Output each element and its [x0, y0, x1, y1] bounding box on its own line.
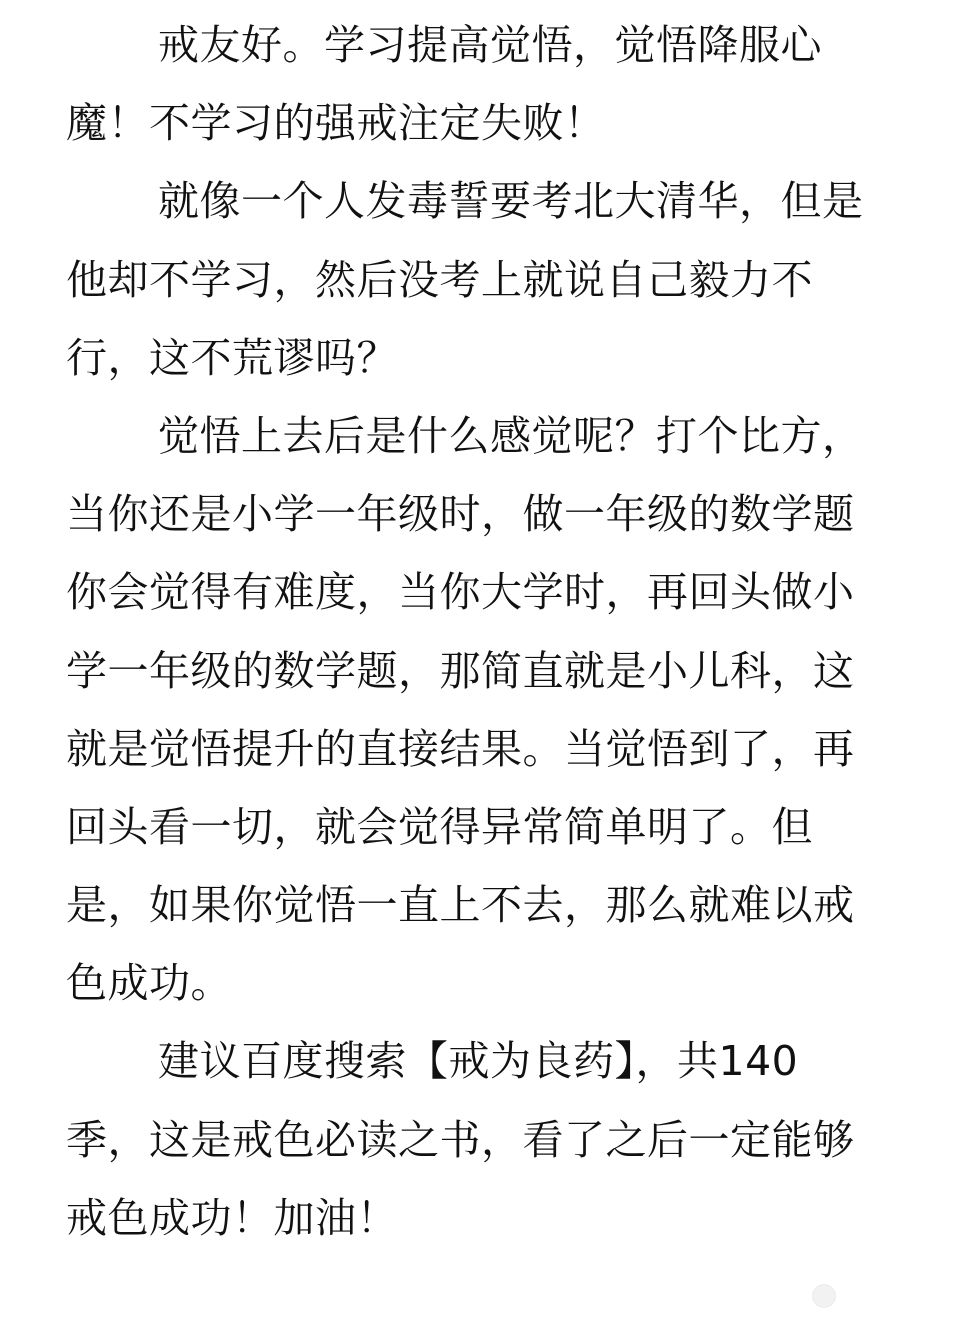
- paragraph-3-line-3: 你会觉得有难度，当你大学时，再回头做小: [66, 568, 855, 617]
- watermark-icon: [812, 1284, 836, 1308]
- paragraph-2-line-2: 他却不学习，然后没考上就说自己毅力不: [66, 255, 813, 304]
- paragraph-1-line-1: 戒友好。学习提高觉悟，觉悟降服心: [158, 21, 822, 69]
- paragraph-2-line-1: 就像一个人发毒誓要考北大清华，但是: [158, 177, 864, 226]
- paragraph-3-line-6: 回头看一切，就会觉得异常简单明了。但: [66, 802, 813, 851]
- paragraph-4-line-3: 戒色成功！加油！: [66, 1193, 398, 1242]
- paragraph-4-line-1: 建议百度搜索【戒为良药】，共140: [158, 1037, 799, 1086]
- paragraph-2-line-3: 行，这不荒谬吗？: [66, 333, 398, 382]
- paragraph-1-line-2: 魔！不学习的强戒注定失败！: [66, 99, 606, 148]
- paragraph-3-line-5: 就是觉悟提升的直接结果。当觉悟到了，再: [66, 724, 855, 773]
- paragraph-3-line-1: 觉悟上去后是什么感觉呢？打个比方，: [158, 411, 864, 460]
- paragraph-3-line-4: 学一年级的数学题，那简直就是小儿科，这: [66, 646, 855, 695]
- article-body: [66, 6, 896, 1257]
- paragraph-4-line-2: 季，这是戒色必读之书，看了之后一定能够: [66, 1115, 855, 1164]
- paragraph-3-line-7: 是，如果你觉悟一直上不去，那么就难以戒: [66, 881, 855, 930]
- paragraph-3-line-2: 当你还是小学一年级时，做一年级的数学题: [66, 490, 855, 539]
- paragraph-3-line-8: 色成功。: [66, 959, 232, 1008]
